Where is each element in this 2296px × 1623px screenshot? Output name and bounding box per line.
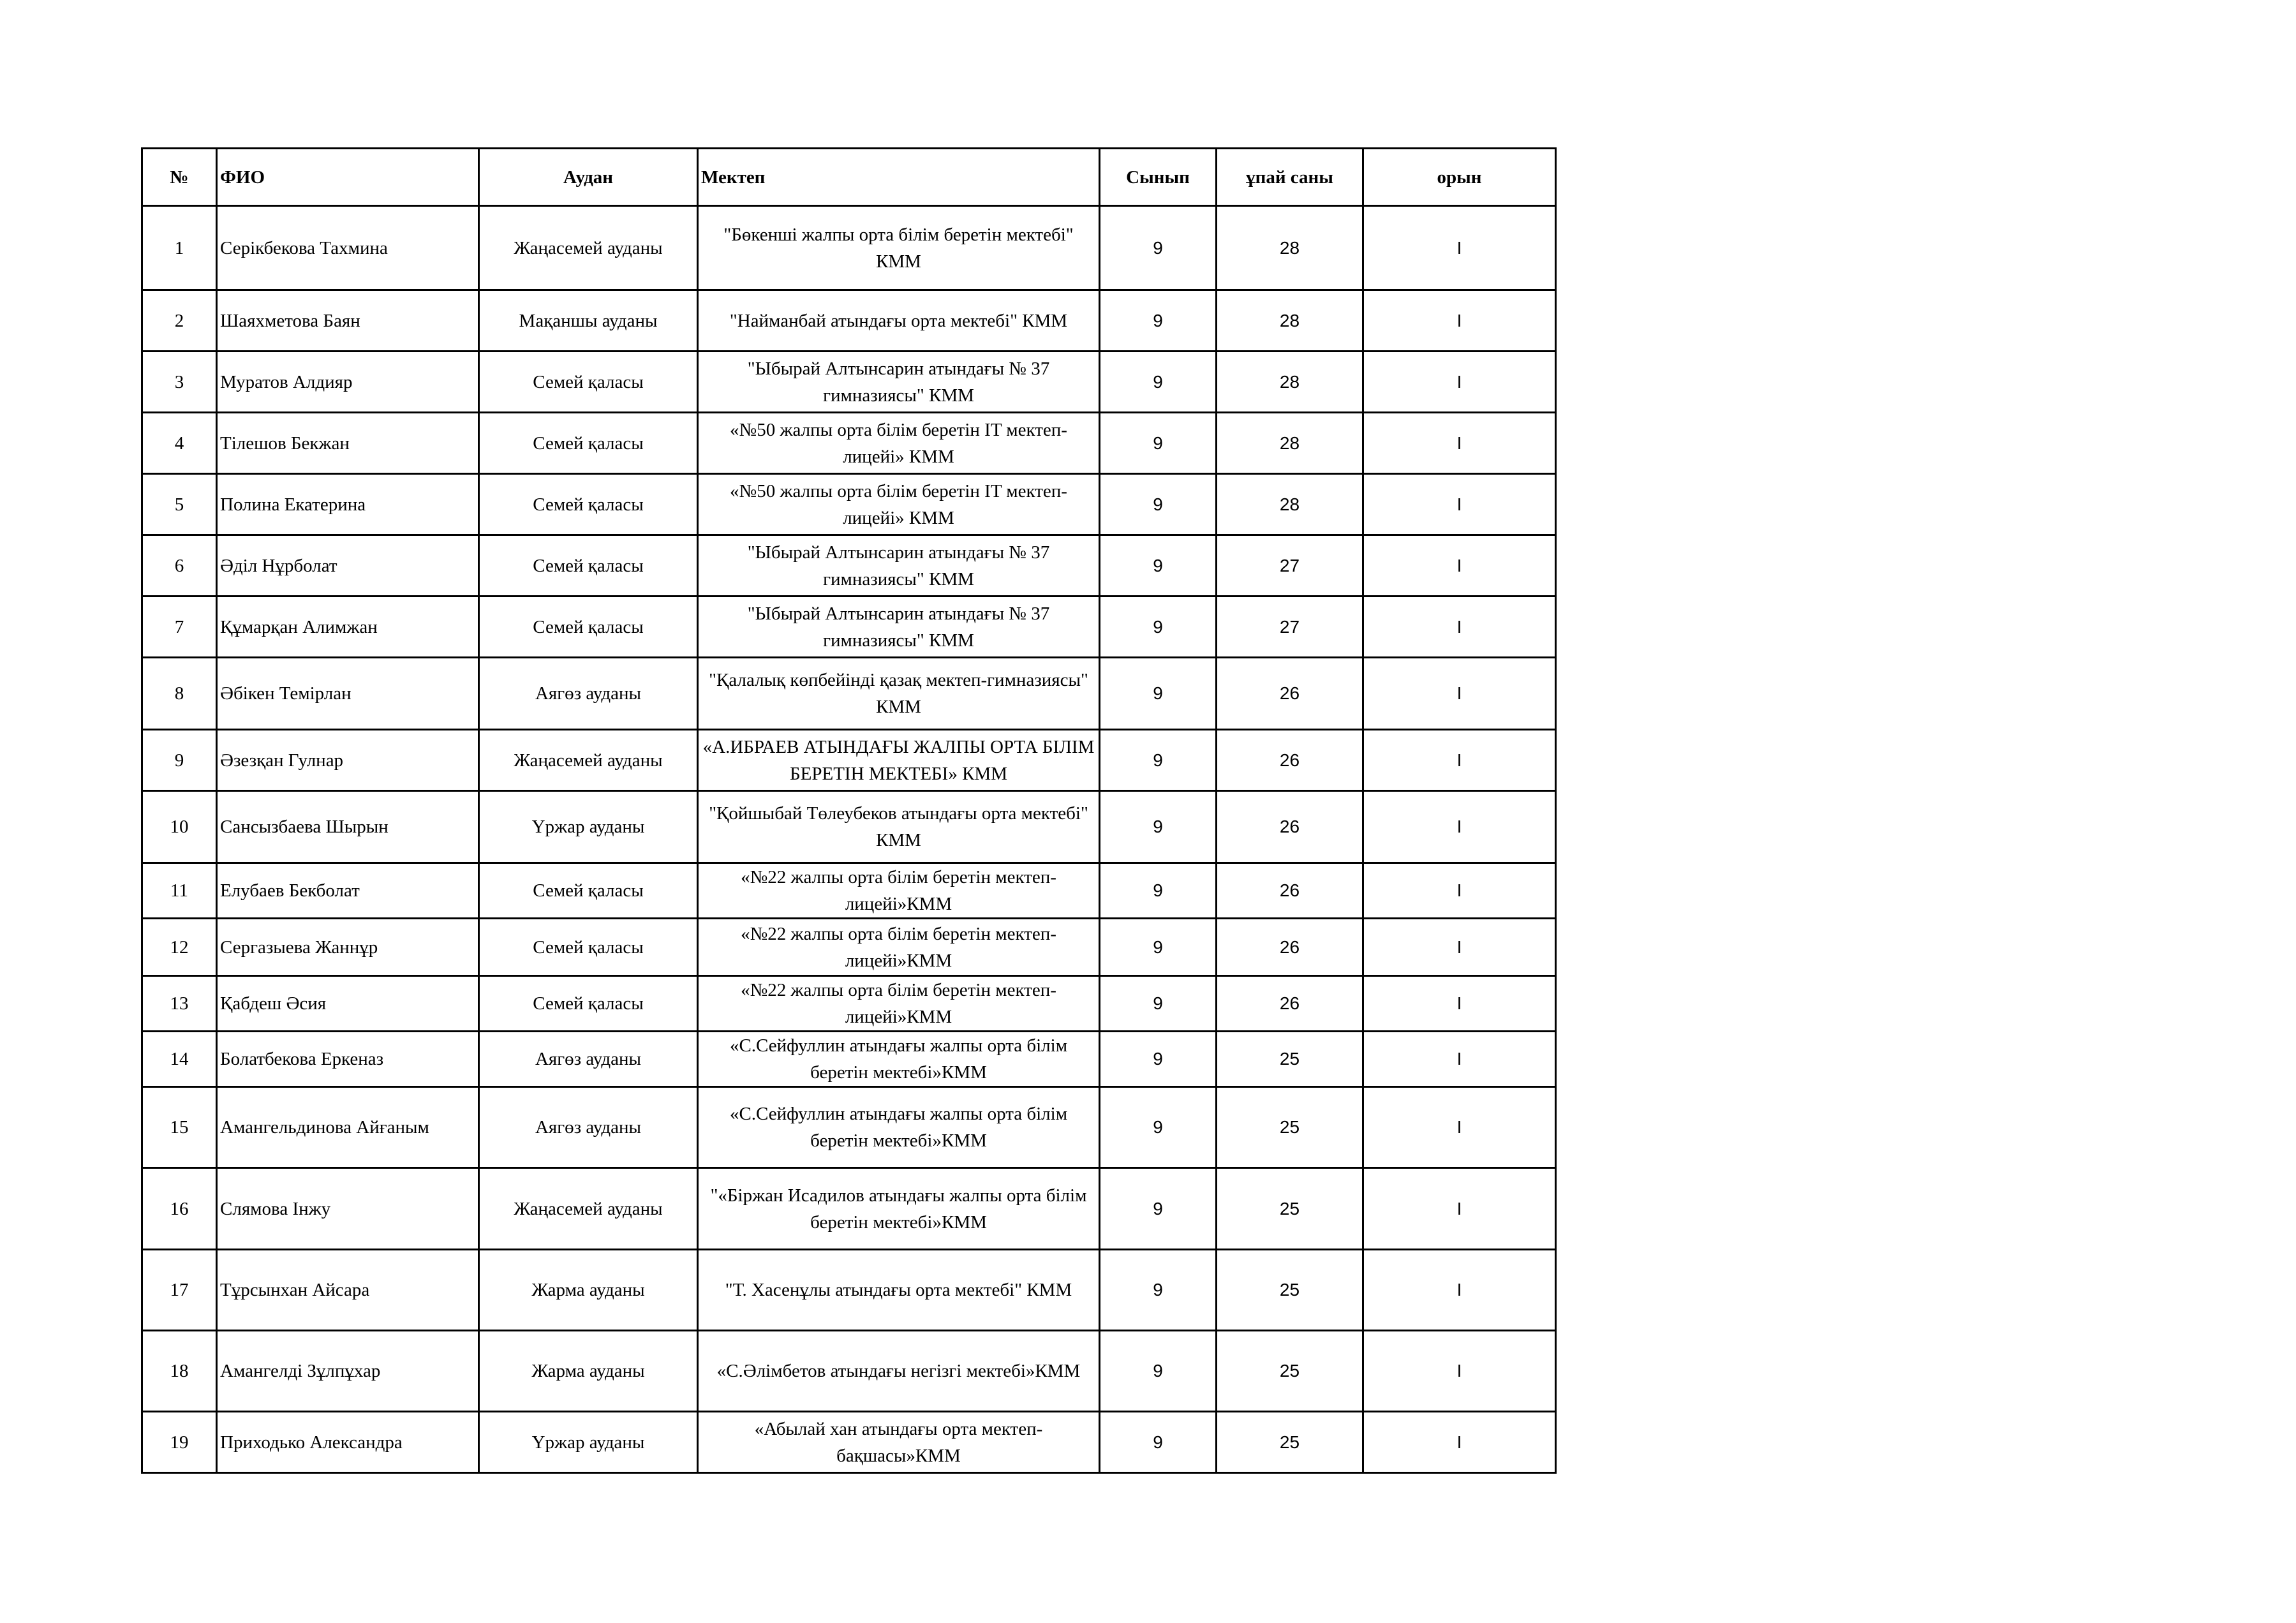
cell-district: Семей қаласы [479, 474, 698, 535]
header-row [142, 149, 1556, 206]
cell-district: Жаңасемей ауданы [479, 730, 698, 791]
cell-district: Мақаншы ауданы [479, 290, 698, 352]
table-row [142, 1087, 1556, 1168]
cell-num: 1 [142, 206, 217, 290]
cell-grade: 9 [1100, 1032, 1217, 1087]
cell-school: "Ыбырай Алтынсарин атындағы № 37 гимназиясы" КММ [698, 535, 1100, 597]
cell-grade: 9 [1100, 863, 1217, 919]
cell-name: Шаяхметова Баян [217, 290, 479, 352]
cell-num: 13 [142, 976, 217, 1032]
cell-name: Қабдеш Әсия [217, 976, 479, 1032]
cell-district: Семей қаласы [479, 352, 698, 413]
cell-score: 28 [1217, 413, 1363, 474]
cell-score: 28 [1217, 290, 1363, 352]
cell-place: I [1363, 1250, 1556, 1331]
cell-school: «Абылай хан атындағы орта мектеп-бақшасы»КММ [698, 1412, 1100, 1473]
cell-grade: 9 [1100, 1250, 1217, 1331]
header-district: Аудан [479, 149, 698, 206]
cell-grade: 9 [1100, 535, 1217, 597]
cell-score: 25 [1217, 1032, 1363, 1087]
cell-school: «№22 жалпы орта білім беретін мектеп-лицейі»КММ [698, 919, 1100, 976]
cell-district: Семей қаласы [479, 413, 698, 474]
cell-school: «С.Сейфуллин атындағы жалпы орта білім беретін мектебі»КММ [698, 1087, 1100, 1168]
cell-score: 28 [1217, 206, 1363, 290]
header-place: орын [1363, 149, 1556, 206]
cell-place: I [1363, 352, 1556, 413]
cell-name: Амангелді Зұлпұхар [217, 1331, 479, 1412]
cell-grade: 9 [1100, 791, 1217, 863]
table-row [142, 1412, 1556, 1473]
cell-name: Амангельдинова Айғаным [217, 1087, 479, 1168]
header-num: № [142, 149, 217, 206]
cell-district: Семей қаласы [479, 535, 698, 597]
table-body [142, 206, 1556, 1473]
cell-score: 26 [1217, 791, 1363, 863]
cell-num: 12 [142, 919, 217, 976]
cell-num: 10 [142, 791, 217, 863]
cell-grade: 9 [1100, 730, 1217, 791]
table-row [142, 730, 1556, 791]
cell-district: Үржар ауданы [479, 791, 698, 863]
cell-district: Семей қаласы [479, 863, 698, 919]
cell-score: 28 [1217, 352, 1363, 413]
cell-district: Аягөз ауданы [479, 658, 698, 730]
cell-place: I [1363, 919, 1556, 976]
cell-score: 25 [1217, 1331, 1363, 1412]
table-row [142, 1250, 1556, 1331]
cell-school: «С.Сейфуллин атындағы жалпы орта білім беретін мектебі»КММ [698, 1032, 1100, 1087]
cell-district: Семей қаласы [479, 597, 698, 658]
cell-place: I [1363, 1032, 1556, 1087]
cell-school: «№22 жалпы орта білім беретін мектеп-лицейі»КММ [698, 863, 1100, 919]
cell-name: Серікбекова Тахмина [217, 206, 479, 290]
cell-score: 25 [1217, 1087, 1363, 1168]
cell-name: Приходько Александра [217, 1412, 479, 1473]
cell-name: Тілешов Бекжан [217, 413, 479, 474]
cell-num: 11 [142, 863, 217, 919]
results-table [141, 147, 1557, 1474]
cell-grade: 9 [1100, 352, 1217, 413]
cell-name: Құмарқан Алимжан [217, 597, 479, 658]
cell-place: I [1363, 206, 1556, 290]
cell-name: Муратов Алдияр [217, 352, 479, 413]
cell-school: «А.ИБРАЕВ АТЫНДАҒЫ ЖАЛПЫ ОРТА БІЛІМ БЕРЕТІН МЕКТЕБІ» КММ [698, 730, 1100, 791]
cell-num: 19 [142, 1412, 217, 1473]
cell-district: Аягөз ауданы [479, 1087, 698, 1168]
cell-num: 17 [142, 1250, 217, 1331]
cell-score: 25 [1217, 1250, 1363, 1331]
cell-num: 6 [142, 535, 217, 597]
cell-num: 16 [142, 1168, 217, 1250]
cell-score: 26 [1217, 919, 1363, 976]
cell-name: Елубаев Бекболат [217, 863, 479, 919]
cell-name: Сергазыева Жаннұр [217, 919, 479, 976]
cell-name: Сансызбаева Шырын [217, 791, 479, 863]
table-row [142, 597, 1556, 658]
cell-score: 26 [1217, 863, 1363, 919]
cell-place: I [1363, 976, 1556, 1032]
cell-grade: 9 [1100, 1168, 1217, 1250]
cell-place: I [1363, 863, 1556, 919]
table-row [142, 290, 1556, 352]
cell-grade: 9 [1100, 976, 1217, 1032]
cell-grade: 9 [1100, 658, 1217, 730]
cell-name: Әділ Нұрболат [217, 535, 479, 597]
table-row [142, 1168, 1556, 1250]
cell-place: I [1363, 1087, 1556, 1168]
cell-school: "Қойшыбай Төлеубеков атындағы орта мектебі" КММ [698, 791, 1100, 863]
cell-school: "Бөкенші жалпы орта білім беретін мектебі" КММ [698, 206, 1100, 290]
cell-place: I [1363, 1331, 1556, 1412]
cell-num: 7 [142, 597, 217, 658]
table-row [142, 352, 1556, 413]
cell-school: «№50 жалпы орта білім беретін IT мектеп-лицейі» КММ [698, 474, 1100, 535]
cell-grade: 9 [1100, 1087, 1217, 1168]
cell-district: Семей қаласы [479, 976, 698, 1032]
cell-place: I [1363, 730, 1556, 791]
table-row [142, 919, 1556, 976]
cell-num: 2 [142, 290, 217, 352]
cell-district: Үржар ауданы [479, 1412, 698, 1473]
cell-num: 4 [142, 413, 217, 474]
cell-name: Полина Екатерина [217, 474, 479, 535]
cell-score: 27 [1217, 597, 1363, 658]
cell-school: «№50 жалпы орта білім беретін IT мектеп-лицейі» КММ [698, 413, 1100, 474]
cell-grade: 9 [1100, 474, 1217, 535]
cell-name: Болатбекова Еркеназ [217, 1032, 479, 1087]
cell-name: Әзезқан Гулнар [217, 730, 479, 791]
header-score: ұпай саны [1217, 149, 1363, 206]
cell-grade: 9 [1100, 1412, 1217, 1473]
cell-school: «№22 жалпы орта білім беретін мектеп-лицейі»КММ [698, 976, 1100, 1032]
table-row [142, 413, 1556, 474]
cell-district: Жаңасемей ауданы [479, 206, 698, 290]
cell-num: 14 [142, 1032, 217, 1087]
cell-district: Аягөз ауданы [479, 1032, 698, 1087]
cell-place: I [1363, 413, 1556, 474]
cell-score: 26 [1217, 976, 1363, 1032]
cell-num: 15 [142, 1087, 217, 1168]
cell-school: "Ыбырай Алтынсарин атындағы № 37 гимназиясы" КММ [698, 597, 1100, 658]
cell-school: "Т. Хасенұлы атындағы орта мектебі" КММ [698, 1250, 1100, 1331]
cell-place: I [1363, 1412, 1556, 1473]
cell-place: I [1363, 597, 1556, 658]
table-row [142, 535, 1556, 597]
cell-district: Семей қаласы [479, 919, 698, 976]
table-row [142, 976, 1556, 1032]
cell-school: "Найманбай атындағы орта мектебі" КММ [698, 290, 1100, 352]
cell-grade: 9 [1100, 919, 1217, 976]
cell-grade: 9 [1100, 1331, 1217, 1412]
table-row [142, 1032, 1556, 1087]
cell-num: 18 [142, 1331, 217, 1412]
cell-school: "Ыбырай Алтынсарин атындағы № 37 гимназиясы" КММ [698, 352, 1100, 413]
cell-name: Әбікен Темірлан [217, 658, 479, 730]
cell-score: 25 [1217, 1168, 1363, 1250]
table-row [142, 863, 1556, 919]
cell-num: 9 [142, 730, 217, 791]
cell-grade: 9 [1100, 413, 1217, 474]
cell-school: "«Біржан Исадилов атындағы жалпы орта білім беретін мектебі»КММ [698, 1168, 1100, 1250]
cell-district: Жаңасемей ауданы [479, 1168, 698, 1250]
cell-score: 25 [1217, 1412, 1363, 1473]
cell-num: 8 [142, 658, 217, 730]
cell-num: 3 [142, 352, 217, 413]
cell-district: Жарма ауданы [479, 1331, 698, 1412]
cell-name: Слямова Інжу [217, 1168, 479, 1250]
cell-school: «С.Әлімбетов атындағы негізгі мектебі»КММ [698, 1331, 1100, 1412]
header-name: ФИО [217, 149, 479, 206]
header-grade: Сынып [1100, 149, 1217, 206]
cell-num: 5 [142, 474, 217, 535]
cell-grade: 9 [1100, 290, 1217, 352]
cell-place: I [1363, 1168, 1556, 1250]
cell-grade: 9 [1100, 206, 1217, 290]
cell-score: 28 [1217, 474, 1363, 535]
cell-score: 26 [1217, 658, 1363, 730]
cell-district: Жарма ауданы [479, 1250, 698, 1331]
header-school: Мектеп [698, 149, 1100, 206]
table-row [142, 206, 1556, 290]
cell-score: 27 [1217, 535, 1363, 597]
cell-place: I [1363, 791, 1556, 863]
cell-place: I [1363, 658, 1556, 730]
cell-place: I [1363, 474, 1556, 535]
table-row [142, 474, 1556, 535]
cell-score: 26 [1217, 730, 1363, 791]
table-row [142, 791, 1556, 863]
cell-name: Тұрсынхан Айсара [217, 1250, 479, 1331]
cell-grade: 9 [1100, 597, 1217, 658]
table-row [142, 1331, 1556, 1412]
cell-place: I [1363, 290, 1556, 352]
table-row [142, 658, 1556, 730]
cell-place: I [1363, 535, 1556, 597]
cell-school: "Қалалық көпбейінді қазақ мектеп-гимназиясы" КММ [698, 658, 1100, 730]
